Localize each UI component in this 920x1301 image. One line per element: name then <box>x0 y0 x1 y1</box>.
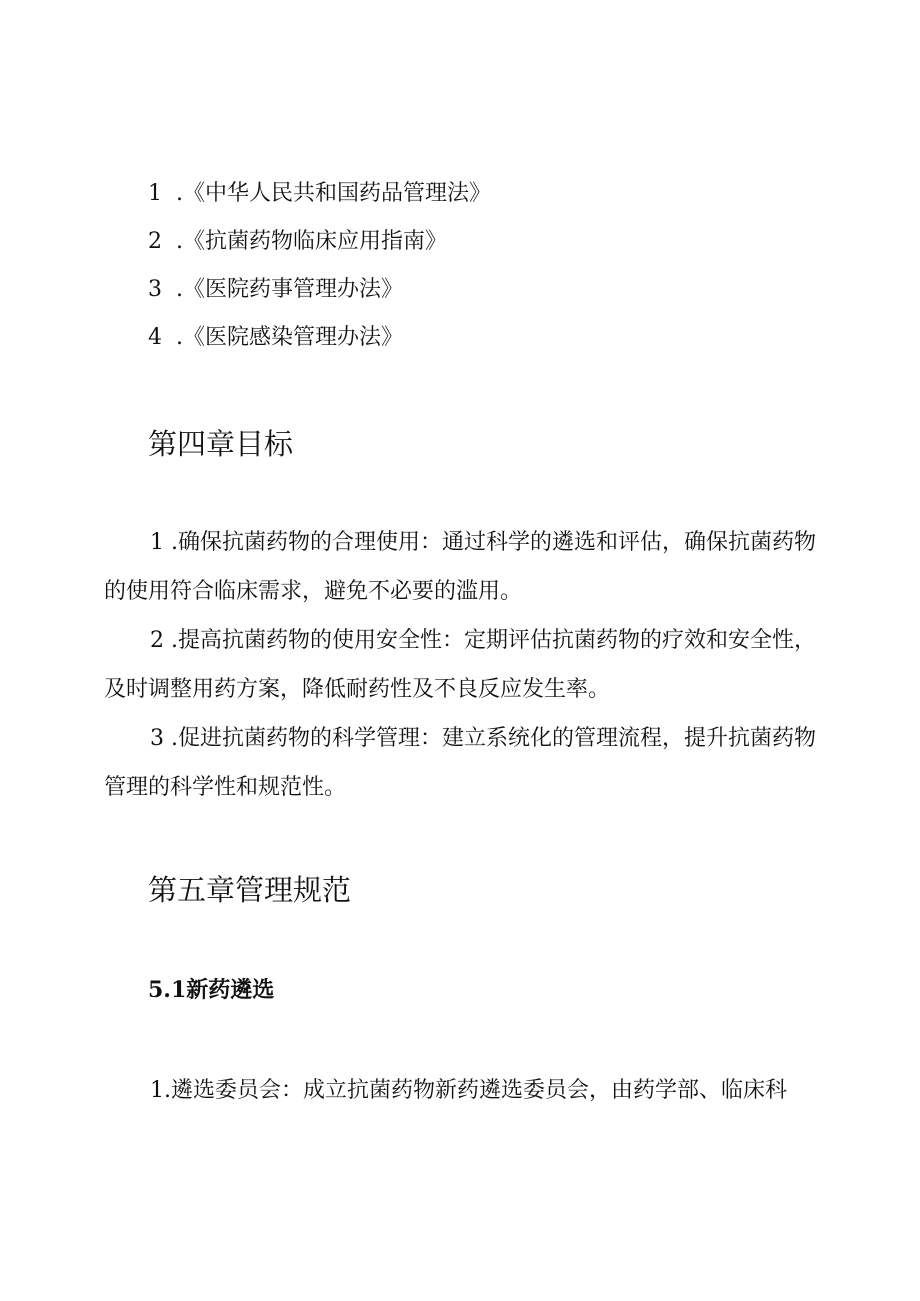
reference-number: 4 <box>148 325 162 350</box>
goal-paragraph: 2 .提高抗菌药物的使用安全性：定期评估抗菌药物的疗效和安全性，及时调整用药方案，降低耐药性及不良反应发生率。 <box>104 628 816 702</box>
selection-paragraph: 1.遴选委员会：成立抗菌药物新药遴选委员会，由药学部、临床科 <box>150 1078 787 1103</box>
reference-number: 1 <box>148 181 162 206</box>
reference-title: .《抗菌药物临床应用指南》 <box>176 229 447 254</box>
selection-section <box>104 1066 816 1115</box>
reference-number: 2 <box>148 229 162 254</box>
goal-paragraph: 3 .促进抗菌药物的科学管理：建立系统化的管理流程，提升抗菌药物管理的科学性和规范性。 <box>104 726 816 800</box>
reference-item <box>148 266 491 314</box>
section-5-1-heading: 5.1新药遴选 <box>148 977 275 1003</box>
chapter-4-heading: 第四章目标 <box>148 427 294 461</box>
reference-item <box>148 170 491 218</box>
reference-list <box>148 170 491 362</box>
goals-section <box>104 518 816 812</box>
reference-number: 3 <box>148 277 162 302</box>
goal-paragraph: 1 .确保抗菌药物的合理使用：通过科学的遴选和评估，确保抗菌药物的使用符合临床需求，避免不必要的滥用。 <box>104 530 816 604</box>
reference-title: .《中华人民共和国药品管理法》 <box>176 181 491 206</box>
reference-item <box>148 218 491 266</box>
reference-title: .《医院感染管理办法》 <box>176 325 403 350</box>
reference-item <box>148 314 491 362</box>
chapter-5-heading: 第五章管理规范 <box>148 873 352 907</box>
reference-title: .《医院药事管理办法》 <box>176 277 403 302</box>
